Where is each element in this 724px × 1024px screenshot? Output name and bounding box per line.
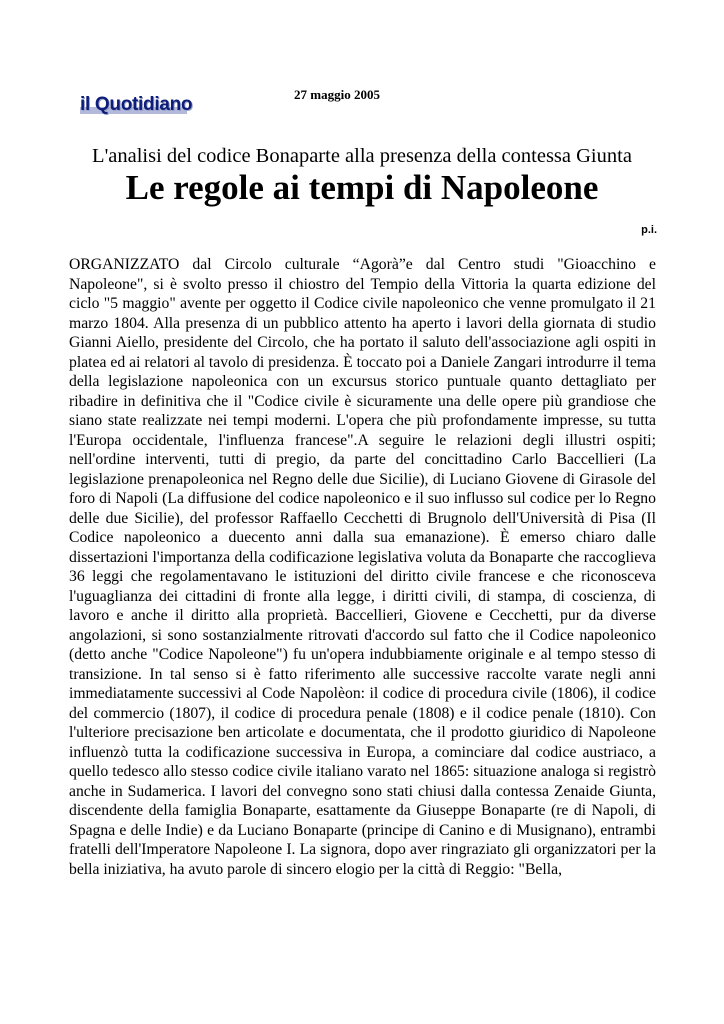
article-body: ORGANIZZATO dal Circolo culturale “Agorà”e dal Centro studi "Gioacchino e Napoleone", si è svolto presso il chiostro del Tempio della Vittoria la quarta edizione del ciclo "5 maggio" avente per oggetto il Codice civile napoleonico che venne promulgato il 21 marzo 1804. Alla presenza di un pubblico attento ha aperto i lavori della giornata di studio Gianni Aiello, presidente del Circolo, che ha portato il saluto dell'associazione agli ospiti in platea ed ai relatori al tavolo di presidenza. È toccato poi a Daniele Zangari introdurre il tema della legislazione napoleonica con un excursus storico puntuale quanto dettagliato per ribadire in definitiva che il "Codice civile è sicuramente una delle opere più grandiose che siano state realizzate nei tempi moderni. L'opera che più profondamente impresse, su tutta l'Europa occidentale, l'influenza francese".A seguire le relazioni degli illustri ospiti; nell'ordine interventi, tutti di pregio, da parte del concittadino Carlo Baccellieri (La legislazione prenapoleonica nel Regno delle due Sicilie), di Luciano Giovene di Girasole del foro di Napoli (La diffusione del codice napoleonico e il suo influsso sul codice per lo Regno delle due Sicilie), del professor Raffaello Cecchetti di Brugnolo dell'Università di Pisa (Il Codice napoleonico a duecento anni dalla sua emanazione). È emerso chiaro dalle dissertazioni l'importanza della codificazione legislativa voluta da Bonaparte che raccoglieva 36 leggi che regolamentavano le istituzioni del diritto civile francese e che riconosceva l'uguaglianza dei cittadini di fronte alla legge, i diritti civili, di stampa, di coscienza, di lavoro e anche il diritto alla proprietà. Baccellieri, Giovene e Cecchetti, pur da diverse angolazioni, si sono sostanzialmente ritrovati d'accordo sul fatto che il Codice napoleonico (detto anche "Codice Napoleone") fu un'opera indubbiamente originale e al tempo stesso di transizione. In tal senso si è fatto riferimento alle successive raccolte varate negli anni immediatamente successivi al Code Napolèon: il codice di procedura civile (1806), il codice del commercio (1807), il codice di procedura penale (1808) e il codice penale (1810). Con l'ulteriore precisazione ben articolate e documentata, che il prodotto giuridico di Napoleone influenzò tutta la codificazione successiva in Europa, a cominciare dal codice austriaco, a quello tedesco allo stesso codice civile italiano varato nel 1865: situazione analoga si registrò anche in Sudamerica. I lavori del convegno sono stati chiusi dalla contessa Zenaide Giunta, discendente della famiglia Bonaparte, esattamente da Giuseppe Bonaparte (re di Napoli, di Spagna e delle Indie) e da Luciano Bonaparte (principe di Canino e di Musignano), entrambi fratelli dell'Imperatore Napoleone I. La signora, dopo aver ringraziato gli organizzatori per la bella iniziativa, ha avuto parole di sincero elogio per la città di Reggio: "Bella, [69, 256, 656, 878]
article-subtitle: L'analisi del codice Bonaparte alla presenza della contessa Giunta [92, 145, 632, 167]
article-title: Le regole ai tempi di Napoleone [125, 168, 599, 207]
newspaper-logo [80, 84, 193, 115]
publication-date: 27 maggio 2005 [294, 87, 380, 102]
logo-text: il Quotidiano [80, 94, 193, 115]
article-byline: p.i. [641, 224, 657, 236]
